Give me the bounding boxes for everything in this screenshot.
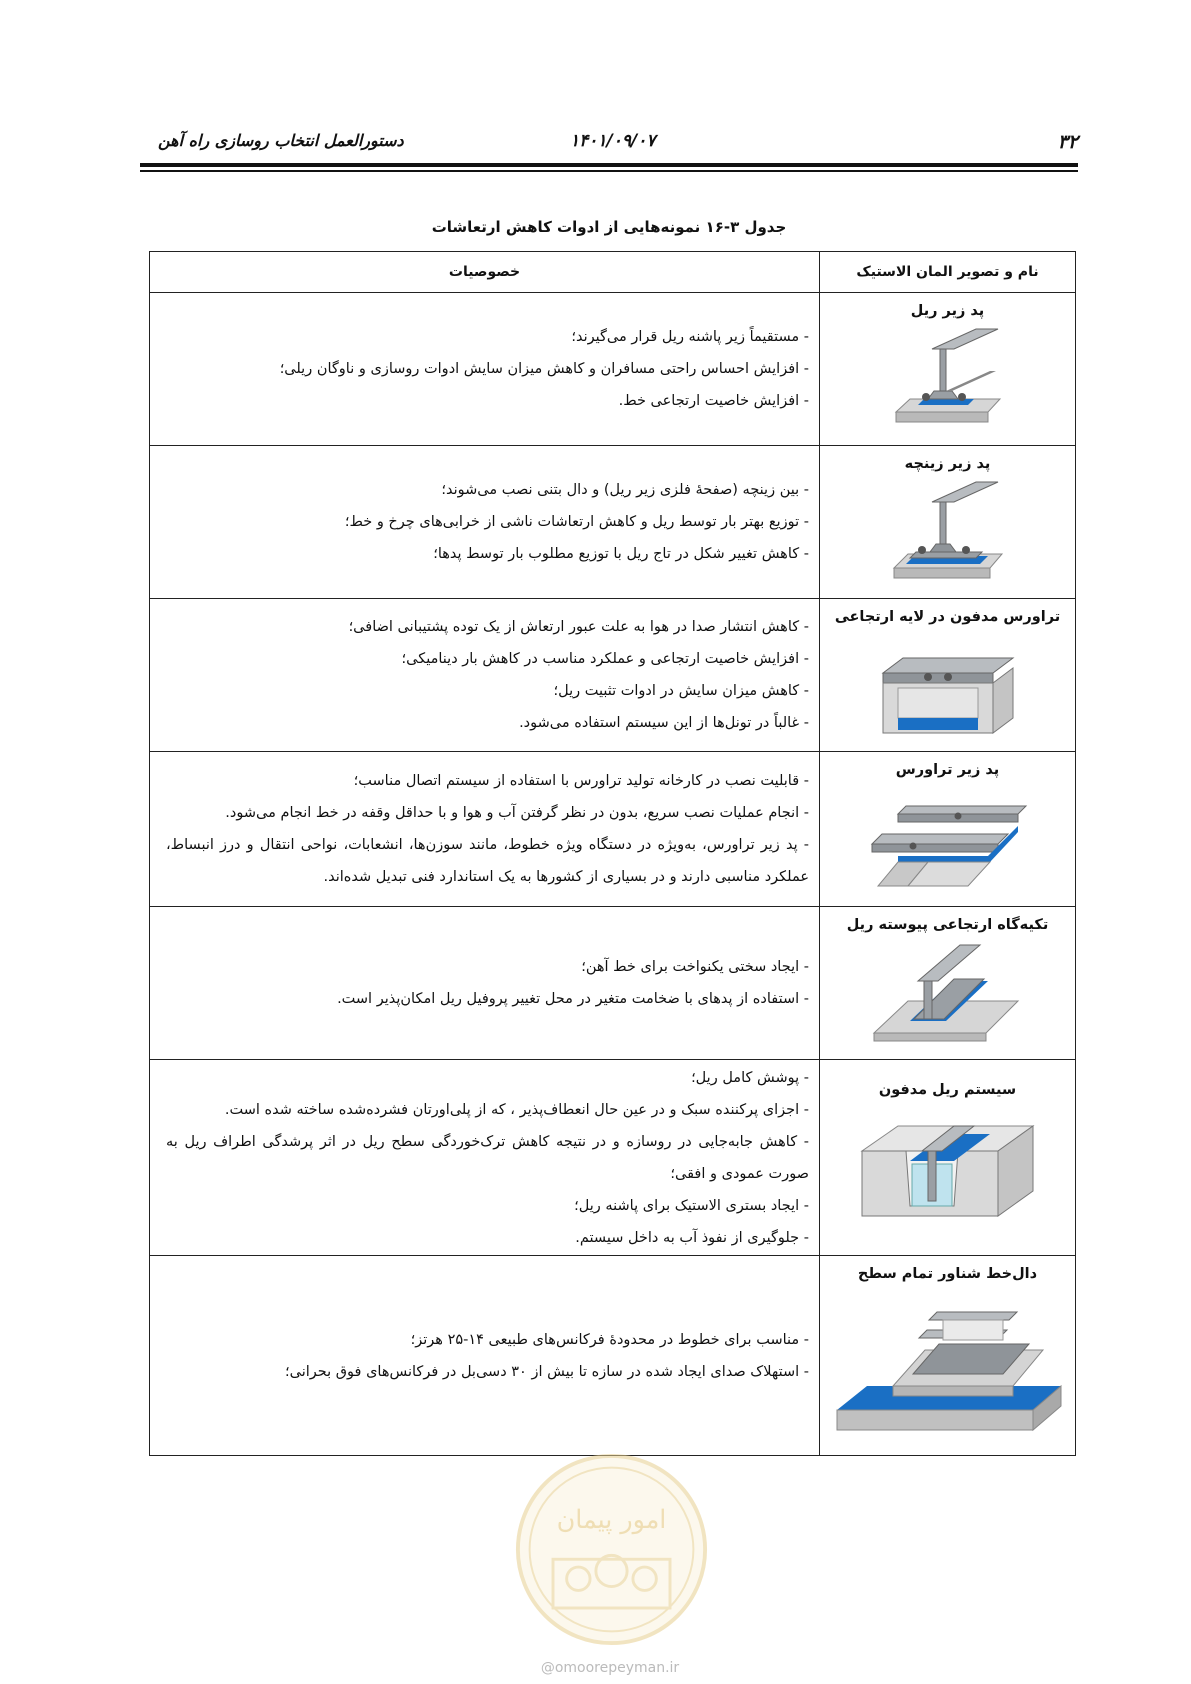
element-name-cell [820, 907, 1076, 1060]
table-row [150, 1060, 1076, 1256]
table-header-row [150, 252, 1076, 293]
embedded-rail-icon [858, 1106, 1038, 1221]
element-desc-cell [150, 293, 820, 446]
element-desc-cell [150, 446, 820, 599]
element-name-cell [820, 752, 1076, 907]
desc-line: - جلوگیری از نفوذ آب به داخل سیستم. [575, 1229, 809, 1246]
desc-line: - کاهش انتشار صدا در هوا به علت عبور ارتعاش از یک توده پشتیبانی اضافی؛ [348, 619, 809, 635]
under-sleeper-pad-icon [868, 786, 1028, 891]
page-number: ۳۲ [1057, 131, 1078, 153]
continuous-rail-support-icon [868, 941, 1028, 1051]
desc-line: - پوشش کامل ریل؛ [691, 1069, 809, 1086]
element-desc-cell [150, 907, 820, 1060]
element-name: پد زیر ریل [910, 303, 985, 319]
desc-line: - مناسب برای خطوط در محدودهٔ فرکانس‌های طبیعی ۱۴-۲۵ هرتز؛ [410, 1331, 809, 1348]
table-row [150, 599, 1076, 752]
desc-line: - افزایش احساس راحتی مسافران و کاهش میزان سایش ادوات روسازی و ناوگان ریلی؛ [279, 361, 809, 377]
table-caption: جدول ۳-۱۶ نمونه‌هایی از ادوات کاهش ارتعاشات [431, 218, 787, 236]
document-title: دستورالعمل انتخاب روسازی راه آهن [158, 131, 404, 150]
desc-line: - کاهش تغییر شکل در تاج ریل با توزیع مطلوب بار توسط پدها؛ [433, 546, 809, 562]
desc-line: - کاهش جابه‌جایی در روسازه و در نتیجه کاهش ترک‌خوردگی سطح ریل در اثر پرشدگی اطراف ریل به صورت عمودی و افقی؛ [166, 1133, 809, 1182]
desc-line: - ایجاد بستری الاستیک برای پاشنه ریل؛ [574, 1197, 809, 1214]
element-name-cell [820, 446, 1076, 599]
table-row [150, 752, 1076, 907]
table-row [150, 446, 1076, 599]
element-name-cell [820, 293, 1076, 446]
document-date: ۱۴۰۱/۰۹/۰۷ [570, 131, 656, 151]
desc-line: - پد زیر تراورس، به‌ویژه در دستگاه ویژه خطوط، مانند سوزن‌ها، انشعابات، نواحی انتقال و درز انبساط، عملکرد مناسبی دارند و در بسیاری از کشورها به یک استاندارد فنی تبدیل شده‌اند. [166, 837, 809, 885]
desc-line: - افزایش خاصیت ارتجاعی و عملکرد مناسب در کاهش بار دینامیکی؛ [401, 651, 809, 667]
desc-line: - کاهش میزان سایش در ادوات تثبیت ریل؛ [553, 683, 809, 699]
header-rule-thin [140, 170, 1078, 172]
vibration-devices-table [149, 251, 1076, 1456]
element-desc-cell [150, 1060, 820, 1256]
watermark-url: @omoorepeyman.ir [540, 1660, 680, 1676]
table-row [150, 907, 1076, 1060]
embedded-sleeper-icon [873, 633, 1023, 738]
page-header [140, 131, 1078, 155]
rail-pad-icon [888, 327, 1008, 437]
element-name: دال‌خط شناور تمام سطح [857, 1266, 1038, 1282]
floating-slab-icon [833, 1290, 1063, 1440]
desc-line: - استهلاک صدای ایجاد شده در سازه تا بیش از ۳۰ دسی‌بل در فرکانس‌های فوق بحرانی؛ [285, 1363, 809, 1380]
table-row [150, 293, 1076, 446]
element-name-cell [820, 1256, 1076, 1456]
element-name: تکیه‌گاه ارتجاعی پیوسته ریل [846, 917, 1049, 933]
watermark-logo [514, 1452, 709, 1647]
desc-line: - غالباً در تونل‌ها از این سیستم استفاده می‌شود. [519, 715, 809, 731]
col-desc-header: خصوصیات [150, 252, 820, 293]
desc-line: - توزیع بهتر بار توسط ریل و کاهش ارتعاشات ناشی از خرابی‌های چرخ و خط؛ [344, 514, 809, 530]
desc-line: - اجزای پرکننده سبک و در عین حال انعطاف‌پذیر ، که از پلی‌اورتان فشرده‌شده ساخته شده است. [224, 1101, 809, 1118]
header-rule-thick [140, 163, 1078, 167]
table-row [150, 1256, 1076, 1456]
element-desc-cell [150, 599, 820, 752]
desc-line: - قابلیت نصب در کارخانه تولید تراورس با استفاده از سیستم اتصال مناسب؛ [353, 773, 809, 789]
desc-line: - افزایش خاصیت ارتجاعی خط. [618, 393, 809, 409]
desc-line: - استفاده از پدهای با ضخامت متغیر در محل تغییر پروفیل ریل امکان‌پذیر است. [337, 991, 809, 1007]
element-name: سیستم ریل مدفون [878, 1082, 1017, 1098]
watermark-logo-text: امور پیمان [556, 1504, 667, 1535]
desc-line: - ایجاد سختی یکنواخت برای خط آهن؛ [581, 959, 809, 975]
baseplate-pad-icon [888, 480, 1008, 590]
element-desc-cell [150, 1256, 820, 1456]
element-desc-cell [150, 752, 820, 907]
element-name: تراورس مدفون در لایه ارتجاعی [834, 609, 1061, 625]
col-name-header: نام و تصویر المان الاستیک [820, 252, 1076, 293]
desc-line: - بین زینچه (صفحهٔ فلزی زیر ریل) و دال بتنی نصب می‌شوند؛ [441, 482, 809, 498]
element-name-cell [820, 1060, 1076, 1256]
desc-line: - مستقیماً زیر پاشنه ریل قرار می‌گیرند؛ [571, 329, 809, 345]
element-name: پد زیر تراورس [895, 762, 1000, 778]
desc-line: - انجام عملیات نصب سریع، بدون در نظر گرفتن آب و هوا و با حداقل وقفه در خط انجام می‌شود. [225, 805, 809, 821]
element-name-cell [820, 599, 1076, 752]
element-name: پد زیر زینچه [904, 456, 991, 472]
